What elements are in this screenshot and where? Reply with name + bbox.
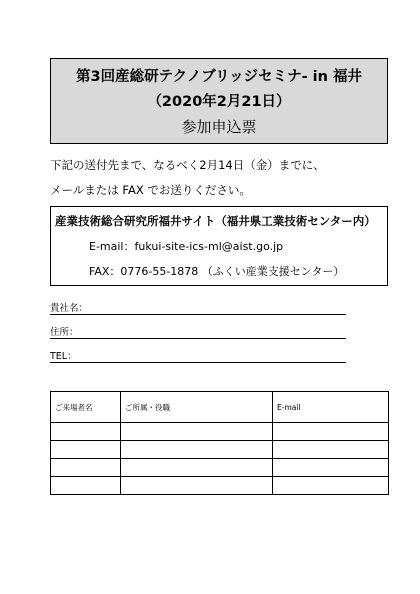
tel-label: TEL：: [50, 351, 77, 362]
contact-organization: 産業技術総合研究所福井サイト（福井県工業技術センター内）: [55, 214, 376, 228]
seminar-title: 第3回産総研テクノブリッジセミナ‐ in 福井: [76, 69, 362, 85]
table-cell[interactable]: [273, 441, 389, 459]
table-cell[interactable]: [273, 423, 389, 441]
title-box: [50, 58, 388, 144]
intro-line-1: 下記の送付先まで、なるべく2月14日（金）までに、: [50, 158, 325, 172]
header-affiliation: ご所属・役職: [121, 392, 273, 423]
table-cell[interactable]: [273, 459, 389, 477]
contact-fax: FAX：0776-55-1878 （ふくい産業支援センター）: [89, 265, 345, 278]
contact-email: E-mail：fukui-site-ics-ml@aist.go.jp: [89, 240, 284, 253]
table-row: [51, 423, 389, 441]
header-email: E-mail: [273, 392, 389, 423]
header-attendee-name: ご来場者名: [51, 392, 121, 423]
address-field[interactable]: [50, 324, 346, 339]
intro-line-2: メールまたは FAX でお送りください。: [50, 183, 251, 197]
seminar-date: （2020年2月21日）: [147, 94, 291, 110]
table-cell[interactable]: [51, 477, 121, 495]
form-title: 参加申込票: [181, 118, 257, 136]
company-name-label: 貴社名：: [50, 303, 89, 314]
table-row: [51, 441, 389, 459]
table-cell[interactable]: [121, 423, 273, 441]
contact-box: [50, 206, 388, 286]
table-row: [51, 459, 389, 477]
table-cell[interactable]: [273, 477, 389, 495]
table-row: [51, 477, 389, 495]
table-cell[interactable]: [121, 477, 273, 495]
table-cell[interactable]: [51, 441, 121, 459]
table-cell[interactable]: [121, 459, 273, 477]
table-cell[interactable]: [121, 441, 273, 459]
company-name-field[interactable]: [50, 300, 346, 315]
address-label: 住所：: [50, 327, 79, 338]
tel-field[interactable]: [50, 348, 346, 363]
table-cell[interactable]: [51, 459, 121, 477]
attendee-table: [50, 391, 389, 495]
table-header-row: [51, 392, 389, 423]
table-cell[interactable]: [51, 423, 121, 441]
